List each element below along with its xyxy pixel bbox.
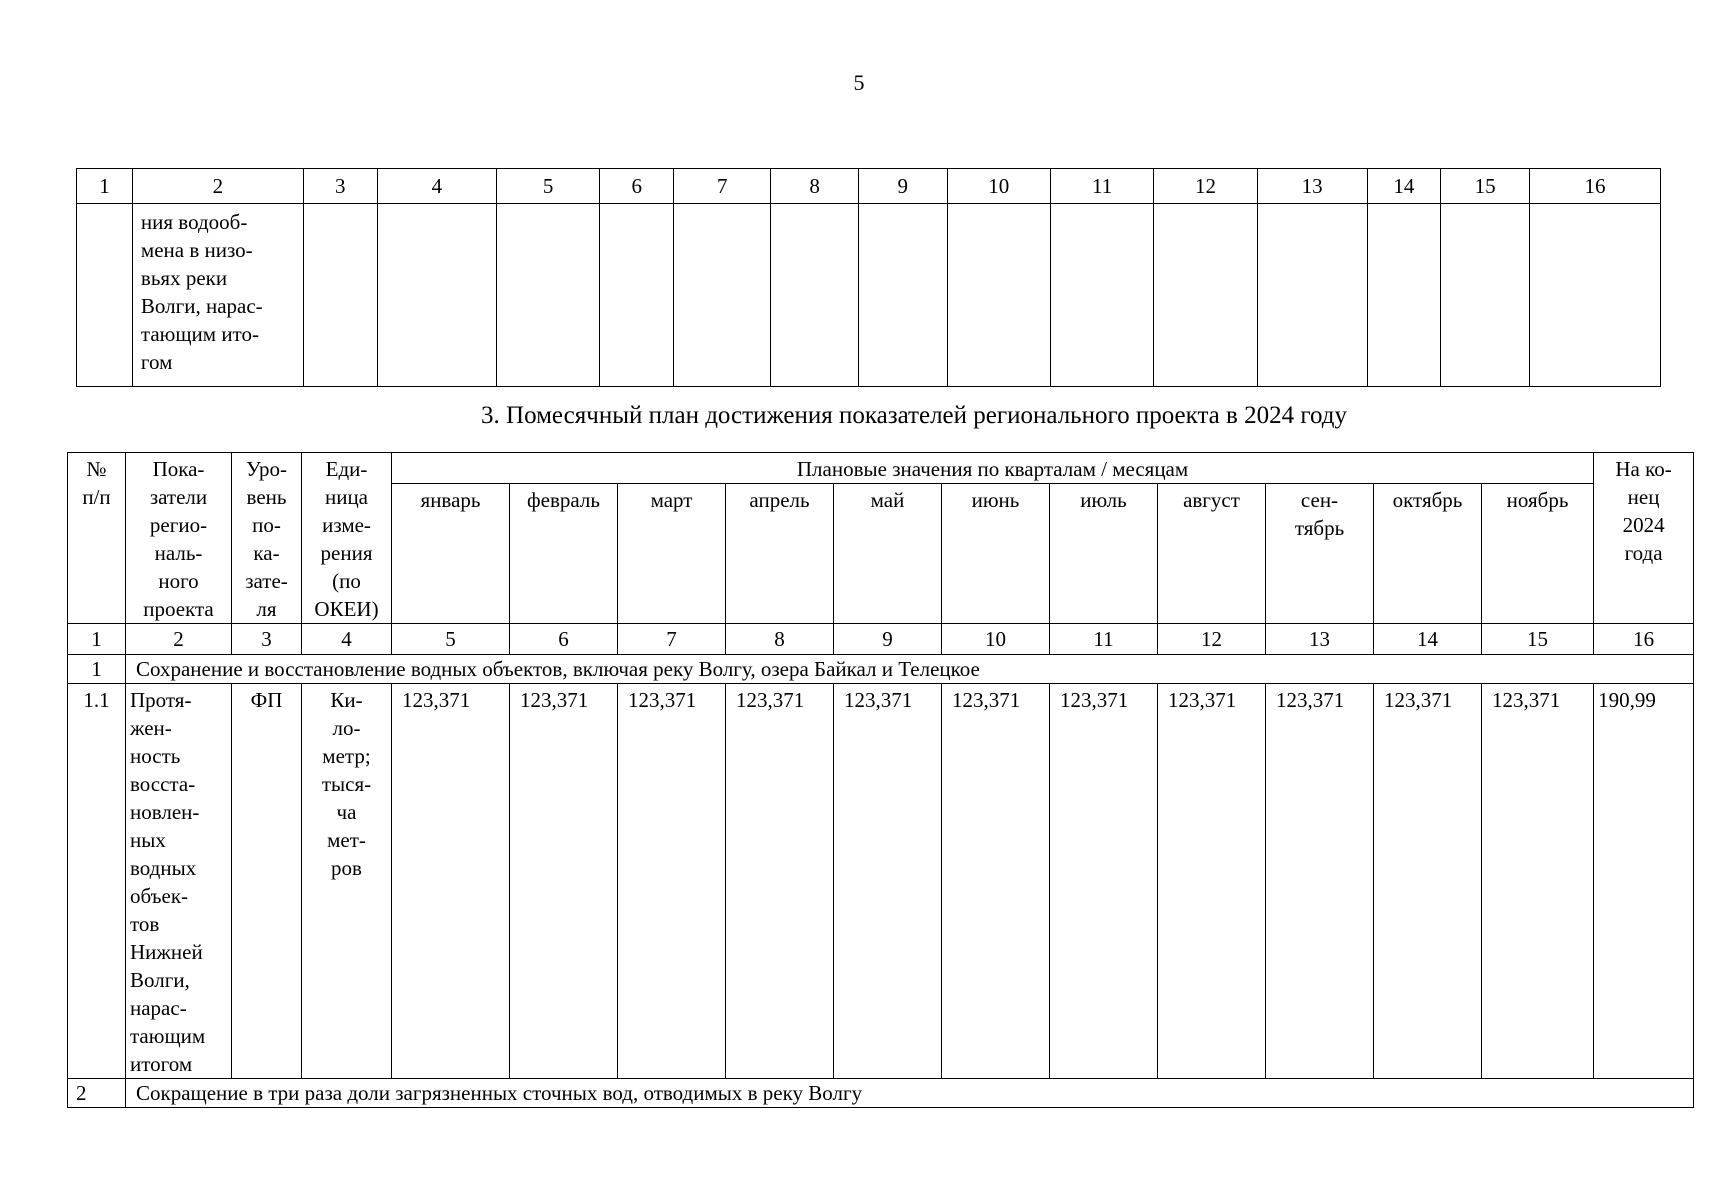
header-month: сен- тябрь — [1266, 484, 1374, 624]
header-month: ноябрь — [1482, 484, 1594, 624]
header-end-of-year: На ко- нец 2024 года — [1594, 453, 1694, 624]
col-number: 13 — [1266, 624, 1374, 655]
col-number: 5 — [496, 169, 599, 204]
empty-cell — [77, 204, 133, 387]
unit-of-measure: Ки- ло- метр; тыся- ча мет- ров — [302, 684, 392, 1079]
col-number: 11 — [1050, 169, 1153, 204]
col-number: 11 — [1050, 624, 1158, 655]
header-month: июнь — [942, 484, 1050, 624]
col-number: 9 — [834, 624, 942, 655]
month-value: 123,371 — [1482, 684, 1594, 1079]
col-number: 7 — [674, 169, 771, 204]
section-no: 1 — [68, 655, 126, 684]
col-number: 5 — [392, 624, 510, 655]
header-row-1 — [68, 453, 1694, 484]
col-number: 14 — [1374, 624, 1482, 655]
empty-cell — [674, 204, 771, 387]
empty-cell — [600, 204, 674, 387]
col-number: 10 — [942, 624, 1050, 655]
table-row — [68, 684, 1694, 1079]
month-value: 123,371 — [942, 684, 1050, 1079]
continuation-text: ния водооб- мена в низо- вьях реки Волги, нарас- тающим ито- гом — [132, 204, 303, 387]
month-value: 123,371 — [618, 684, 726, 1079]
continuation-row — [77, 204, 1661, 387]
section-row-2 — [68, 1079, 1694, 1108]
header-month: март — [618, 484, 726, 624]
continuation-table — [76, 168, 1661, 387]
header-month: октябрь — [1374, 484, 1482, 624]
empty-cell — [771, 204, 859, 387]
header-level: Уро- вень по- ка- зате- ля — [232, 453, 302, 624]
col-number: 15 — [1441, 169, 1530, 204]
empty-cell — [1441, 204, 1530, 387]
empty-cell — [1530, 204, 1661, 387]
empty-cell — [947, 204, 1050, 387]
month-value: 123,371 — [392, 684, 510, 1079]
empty-cell — [496, 204, 599, 387]
indicator-name: Протя- жен- ность восста- новлен- ных водных объек- тов Нижней Волги, нарас- тающим итогом — [126, 684, 232, 1079]
empty-cell — [858, 204, 947, 387]
col-number: 2 — [132, 169, 303, 204]
header-indicator: Пока- затели регио- наль- ного проекта — [126, 453, 232, 624]
row-no: 1.1 — [68, 684, 126, 1079]
col-number: 13 — [1257, 169, 1367, 204]
col-number: 9 — [858, 169, 947, 204]
col-number: 2 — [126, 624, 232, 655]
header-planned-values: Плановые значения по кварталам / месяцам — [392, 453, 1594, 484]
month-value: 123,371 — [1158, 684, 1266, 1079]
col-number: 12 — [1158, 624, 1266, 655]
month-value: 123,371 — [1266, 684, 1374, 1079]
header-month: июль — [1050, 484, 1158, 624]
col-number: 12 — [1154, 169, 1257, 204]
section-text: Сокращение в три раза доли загрязненных сточных вод, отводимых в реку Волгу — [126, 1079, 1694, 1108]
col-number: 3 — [303, 169, 377, 204]
header-month: февраль — [510, 484, 618, 624]
col-number: 15 — [1482, 624, 1594, 655]
header-no: № п/п — [68, 453, 126, 624]
month-value: 123,371 — [510, 684, 618, 1079]
end-of-year-value: 190,99 — [1594, 684, 1694, 1079]
empty-cell — [303, 204, 377, 387]
header-month: август — [1158, 484, 1266, 624]
month-value: 123,371 — [726, 684, 834, 1079]
continuation-header-row — [77, 169, 1661, 204]
indicator-level: ФП — [232, 684, 302, 1079]
col-number: 16 — [1530, 169, 1661, 204]
col-number: 8 — [726, 624, 834, 655]
monthly-plan-table — [67, 452, 1694, 1108]
section-no: 2 — [68, 1079, 126, 1108]
col-number: 16 — [1594, 624, 1694, 655]
col-number: 8 — [771, 169, 859, 204]
empty-cell — [377, 204, 496, 387]
section-text: Сохранение и восстановление водных объектов, включая реку Волгу, озера Байкал и Телецкое — [126, 655, 1694, 684]
column-numbers-row — [68, 624, 1694, 655]
month-value: 123,371 — [1050, 684, 1158, 1079]
col-number: 6 — [510, 624, 618, 655]
col-number: 14 — [1367, 169, 1441, 204]
header-unit: Еди- ница изме- рения (по ОКЕИ) — [302, 453, 392, 624]
col-number: 10 — [947, 169, 1050, 204]
col-number: 6 — [600, 169, 674, 204]
empty-cell — [1154, 204, 1257, 387]
col-number: 7 — [618, 624, 726, 655]
col-number: 4 — [377, 169, 496, 204]
header-month: апрель — [726, 484, 834, 624]
empty-cell — [1050, 204, 1153, 387]
header-month: май — [834, 484, 942, 624]
empty-cell — [1367, 204, 1441, 387]
empty-cell — [1257, 204, 1367, 387]
month-value: 123,371 — [1374, 684, 1482, 1079]
col-number: 3 — [232, 624, 302, 655]
section-title: 3. Помесячный план достижения показателей регионального проекта в 2024 году — [481, 402, 1347, 429]
header-month: январь — [392, 484, 510, 624]
month-value: 123,371 — [834, 684, 942, 1079]
col-number: 1 — [77, 169, 133, 204]
page-number: 5 — [853, 70, 865, 95]
section-row-1 — [68, 655, 1694, 684]
col-number: 4 — [302, 624, 392, 655]
col-number: 1 — [68, 624, 126, 655]
